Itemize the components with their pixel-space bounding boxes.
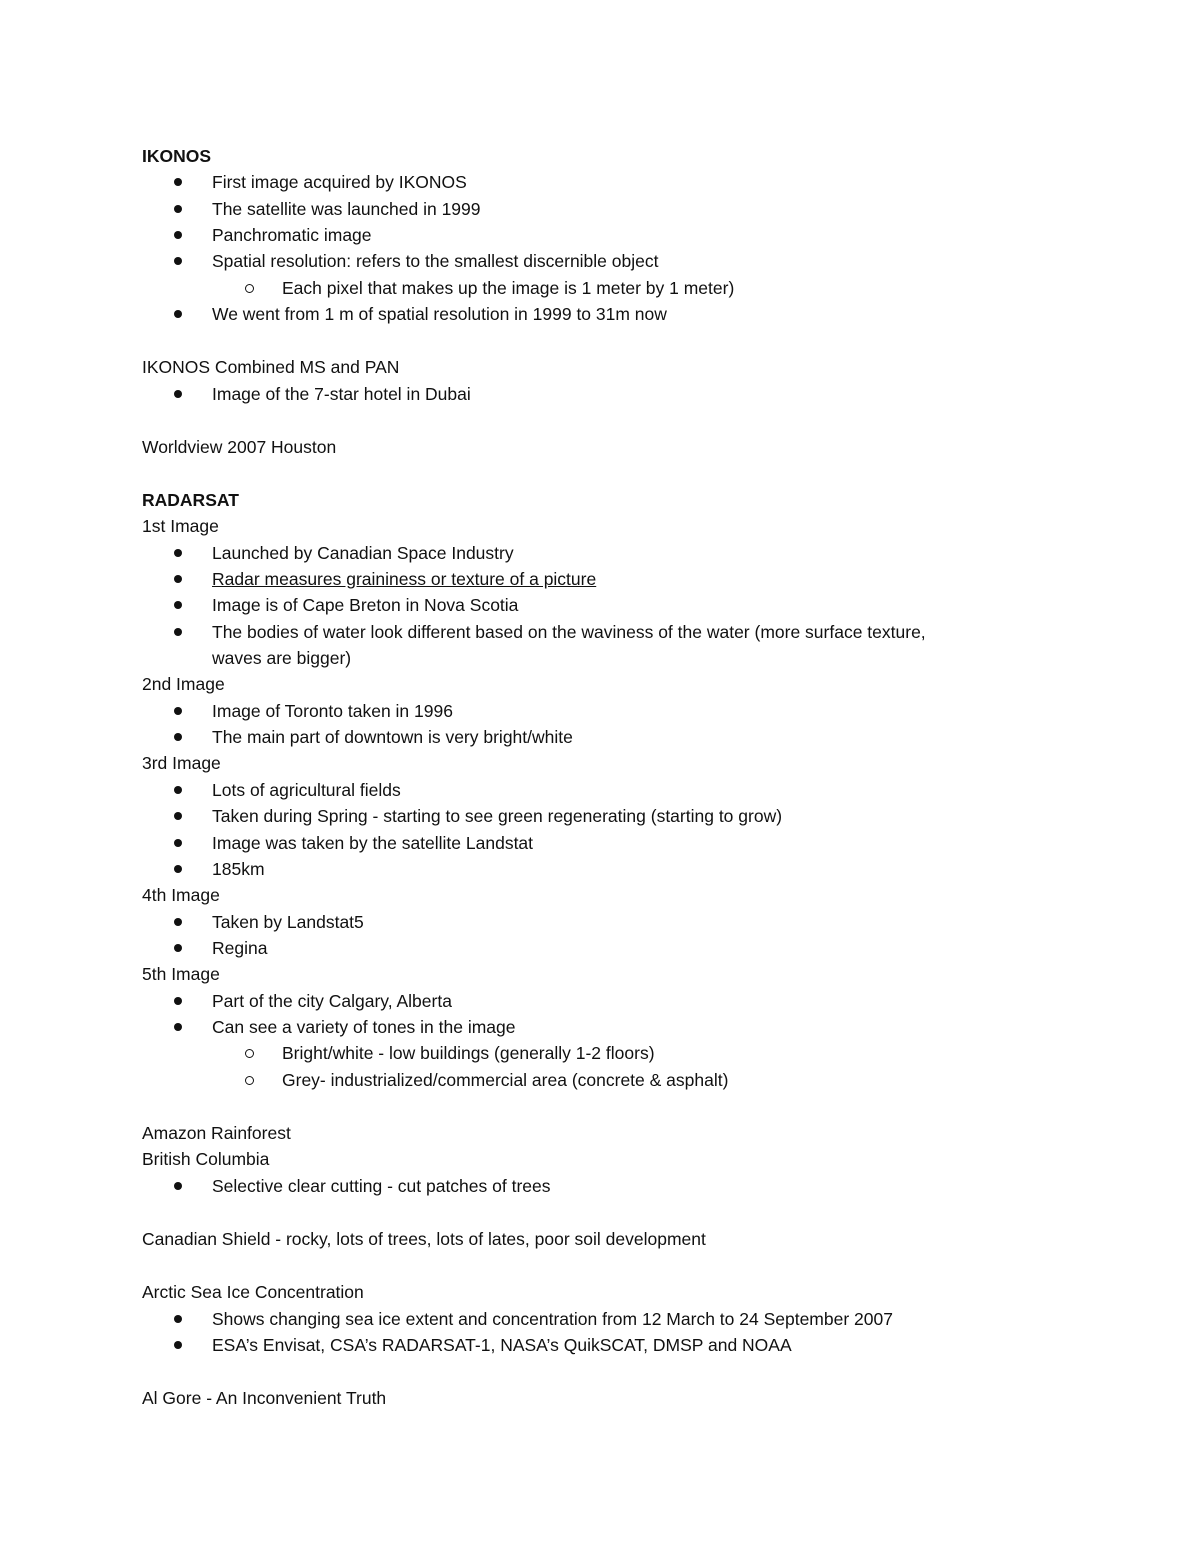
subheading-3rd-image: 3rd Image xyxy=(142,753,221,773)
bullet-icon xyxy=(174,1182,182,1190)
bullet-icon xyxy=(174,549,182,557)
bullet-icon xyxy=(174,839,182,847)
bullet-icon xyxy=(174,733,182,741)
section-heading-british-columbia: British Columbia xyxy=(142,1149,270,1169)
list-item: We went from 1 m of spatial resolution in 1999 to 31m now xyxy=(212,304,667,324)
bullet-icon xyxy=(174,1023,182,1031)
list-item: Image is of Cape Breton in Nova Scotia xyxy=(212,595,519,615)
list-item: Can see a variety of tones in the image xyxy=(212,1017,516,1037)
list-item: ESA’s Envisat, CSA’s RADARSAT-1, NASA’s QuikSCAT, DMSP and NOAA xyxy=(212,1335,792,1355)
list-item: Image of Toronto taken in 1996 xyxy=(212,701,453,721)
sub-bullet-icon xyxy=(245,284,254,293)
section-heading-worldview: Worldview 2007 Houston xyxy=(142,437,337,457)
bullet-icon xyxy=(174,944,182,952)
sub-list-item: Each pixel that makes up the image is 1 meter by 1 meter) xyxy=(282,278,735,298)
section-heading-arctic: Arctic Sea Ice Concentration xyxy=(142,1282,364,1302)
subheading-2nd-image: 2nd Image xyxy=(142,674,225,694)
bullet-icon xyxy=(174,601,182,609)
list-item: The satellite was launched in 1999 xyxy=(212,199,481,219)
list-item: Image was taken by the satellite Landstat xyxy=(212,833,534,853)
bullet-icon xyxy=(174,997,182,1005)
bullet-icon xyxy=(174,865,182,873)
bullet-icon xyxy=(174,390,182,398)
bullet-icon xyxy=(174,178,182,186)
section-heading-radarsat: RADARSAT xyxy=(142,490,239,510)
sub-bullet-icon xyxy=(245,1076,254,1085)
list-item: Part of the city Calgary, Alberta xyxy=(212,991,452,1011)
bullet-icon xyxy=(174,786,182,794)
subheading-4th-image: 4th Image xyxy=(142,885,220,905)
list-item: Image of the 7-star hotel in Dubai xyxy=(212,384,471,404)
list-item: Shows changing sea ice extent and concentration from 12 March to 24 September 2007 xyxy=(212,1309,893,1329)
list-item: 185km xyxy=(212,859,265,879)
paragraph-canadian-shield: Canadian Shield - rocky, lots of trees, lots of lates, poor soil development xyxy=(142,1229,706,1249)
bullet-icon xyxy=(174,918,182,926)
list-item-continuation: waves are bigger) xyxy=(212,648,352,668)
sub-bullet-icon xyxy=(245,1049,254,1058)
bullet-icon xyxy=(174,812,182,820)
bullet-icon xyxy=(174,707,182,715)
list-item: First image acquired by IKONOS xyxy=(212,172,467,192)
list-item: Spatial resolution: refers to the smallest discernible object xyxy=(212,251,659,271)
subheading-1st-image: 1st Image xyxy=(142,516,219,536)
bullet-icon xyxy=(174,1341,182,1349)
list-item: Lots of agricultural fields xyxy=(212,780,401,800)
section-heading-ikonos-combined: IKONOS Combined MS and PAN xyxy=(142,357,400,377)
bullet-icon xyxy=(174,205,182,213)
list-item: Panchromatic image xyxy=(212,225,372,245)
bullet-icon xyxy=(174,575,182,583)
section-heading-ikonos: IKONOS xyxy=(142,146,212,166)
list-item: The main part of downtown is very bright/white xyxy=(212,727,573,747)
section-heading-amazon: Amazon Rainforest xyxy=(142,1123,291,1143)
sub-list-item: Grey- industrialized/commercial area (concrete & asphalt) xyxy=(282,1070,729,1090)
list-item: Taken during Spring - starting to see green regenerating (starting to grow) xyxy=(212,806,783,826)
bullet-icon xyxy=(174,257,182,265)
bullet-icon xyxy=(174,310,182,318)
bullet-icon xyxy=(174,231,182,239)
subheading-5th-image: 5th Image xyxy=(142,964,220,984)
bullet-icon xyxy=(174,1315,182,1323)
list-item: Selective clear cutting - cut patches of trees xyxy=(212,1176,551,1196)
list-item: Taken by Landstat5 xyxy=(212,912,364,932)
paragraph-al-gore: Al Gore - An Inconvenient Truth xyxy=(142,1388,387,1408)
list-item-underlined: Radar measures graininess or texture of a picture xyxy=(212,569,597,589)
list-item: Regina xyxy=(212,938,268,958)
list-item: Launched by Canadian Space Industry xyxy=(212,543,514,563)
list-item: The bodies of water look different based on the waviness of the water (more surface texture, xyxy=(212,622,926,642)
sub-list-item: Bright/white - low buildings (generally 1-2 floors) xyxy=(282,1043,655,1063)
bullet-icon xyxy=(174,628,182,636)
